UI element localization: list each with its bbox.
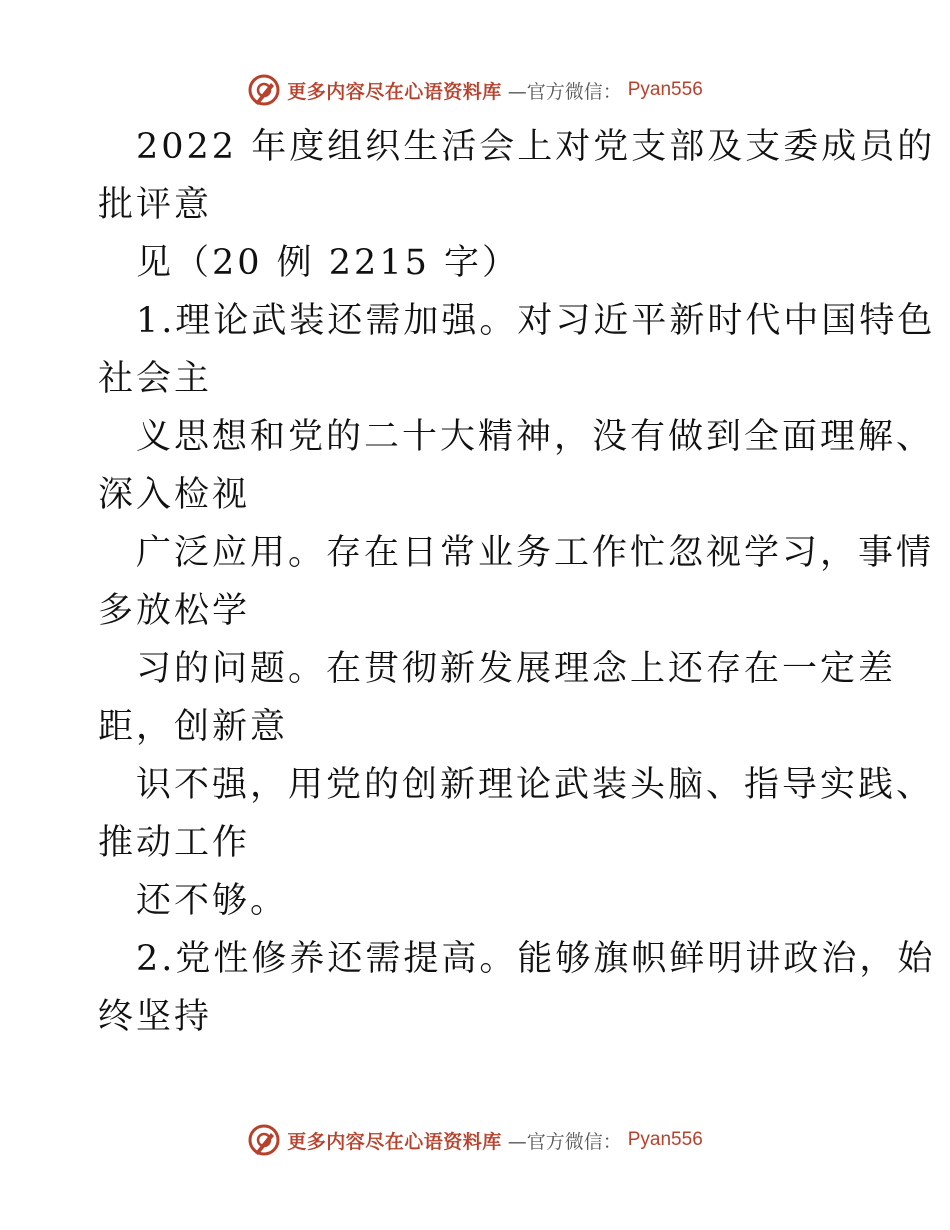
text-line: 推动工作 [98,823,251,863]
text-line: 义思想和党的二十大精神，没有做到全面理解、 [136,417,935,457]
text-line: 1.理论武装还需加强。对习近平新时代中国特色 [136,301,936,341]
text-line: 见（20 例 2215 字） [136,243,520,283]
watermark-wechat-id: Pyan556 [627,1129,703,1150]
watermark-official: —官方微信： [507,1130,622,1153]
text-line: 习的问题。在贯彻新发展理念上还存在一定差 [136,649,897,689]
text-line: 还不够。 [136,881,289,921]
watermark-footer [0,1120,950,1160]
watermark-official: —官方微信： [507,80,622,103]
text-line: 2.党性修养还需提高。能够旗帜鲜明讲政治，始 [136,939,936,979]
watermark-brand: 更多内容尽在心语资料库 [287,1130,502,1153]
text-line: 多放松学 [98,591,251,631]
pen-logo-icon [247,1123,281,1157]
text-line: 距，创新意 [98,707,289,747]
text-line: 广泛应用。存在日常业务工作忙忽视学习，事情 [136,533,935,573]
text-line: 批评意 [98,185,213,225]
text-line: 2022 年度组织生活会上对党支部及支委成员的 [136,127,936,167]
document-body [98,118,936,1046]
pen-logo-icon [247,73,281,107]
text-line: 识不强，用党的创新理论武装头脑、指导实践、 [136,765,935,805]
watermark-brand: 更多内容尽在心语资料库 [287,80,502,103]
text-line: 社会主 [98,359,213,399]
watermark-wechat-id: Pyan556 [627,79,703,100]
text-line: 终坚持 [98,997,213,1037]
watermark-header [0,70,950,110]
text-line: 深入检视 [98,475,251,515]
